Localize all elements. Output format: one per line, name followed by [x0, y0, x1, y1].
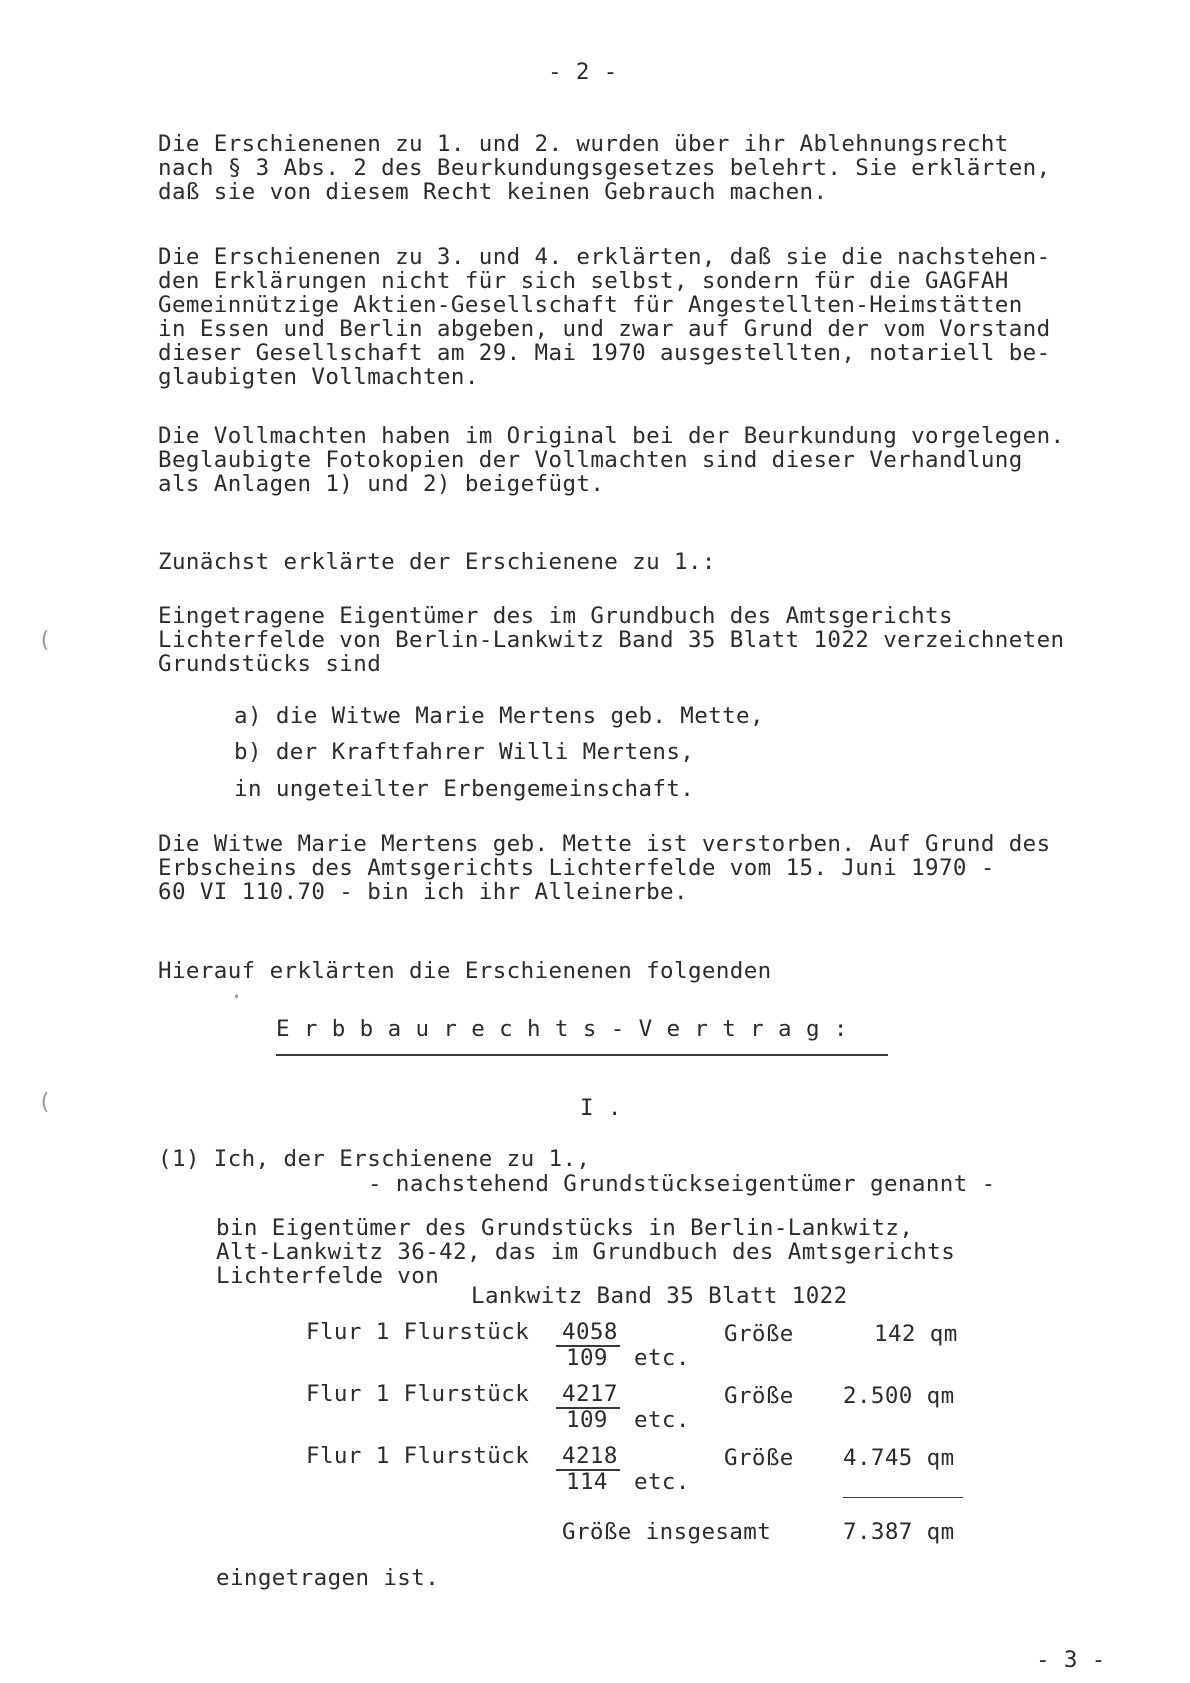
- parcel-denominator: 114: [566, 1469, 608, 1495]
- owner-b: b) der Kraftfahrer Willi Mertens,: [234, 739, 695, 765]
- text-line: Erbscheins des Amtsgerichts Lichterfelde vom 15. Juni 1970 -: [158, 855, 995, 881]
- text-line: den Erklärungen nicht für sich selbst, sondern für die GAGFAH: [158, 268, 1009, 294]
- owner-a: a) die Witwe Marie Mertens geb. Mette,: [234, 703, 764, 729]
- closing-text: eingetragen ist.: [216, 1565, 440, 1591]
- scan-mark: ·: [230, 985, 244, 1010]
- section-number: I .: [580, 1095, 622, 1121]
- scan-mark: (: [38, 1090, 52, 1115]
- contract-title: E r b b a u r e c h t s - V e r t r a g :: [276, 1016, 848, 1042]
- text-line: Beglaubigte Fotokopien der Vollmachten sind dieser Verhandlung: [158, 447, 1023, 473]
- clause-1-line-1: (1) Ich, der Erschienene zu 1.,: [158, 1146, 591, 1172]
- text-line: glaubigten Vollmachten.: [158, 364, 479, 390]
- parcel-size-label: Größe: [724, 1383, 794, 1409]
- text-line: Die Erschienenen zu 1. und 2. wurden über ihr Ablehnungsrecht: [158, 131, 1009, 157]
- owner-c: in ungeteilter Erbengemeinschaft.: [234, 776, 695, 802]
- parcel-suffix: etc.: [634, 1469, 690, 1495]
- parcel-size: 2.500 qm: [843, 1383, 955, 1409]
- parcel-numerator: 4218: [562, 1443, 618, 1469]
- parcel-numerator: 4058: [562, 1319, 618, 1345]
- text-line: bin Eigentümer des Grundstücks in Berlin-Lankwitz,: [216, 1215, 914, 1241]
- total-value: 7.387 qm: [843, 1519, 955, 1545]
- text-line: Eingetragene Eigentümer des im Grundbuch des Amtsgerichts: [158, 603, 953, 629]
- paragraph-first-declaration: Zunächst erklärte der Erschienene zu 1.:: [158, 549, 716, 575]
- title-underline: [276, 1054, 888, 1056]
- parcel-numerator: 4217: [562, 1381, 618, 1407]
- parcel-size: 4.745 qm: [843, 1445, 955, 1471]
- text-line: Die Witwe Marie Mertens geb. Mette ist verstorben. Auf Grund des: [158, 831, 1051, 857]
- total-label: Größe insgesamt: [562, 1519, 772, 1545]
- text-line: Die Erschienenen zu 3. und 4. erklärten, daß sie die nachstehen-: [158, 244, 1051, 270]
- clause-1-body: [216, 1216, 955, 1288]
- parcel-label: Flur 1 Flurstück: [306, 1443, 530, 1469]
- paragraph-instruction: [158, 132, 1051, 204]
- scan-mark: (: [38, 628, 52, 653]
- parcel-size: 142 qm: [874, 1321, 958, 1347]
- text-line: Grundstücks sind: [158, 651, 382, 677]
- paragraph-representation: [158, 245, 1051, 389]
- page-number: - 2 -: [548, 59, 618, 85]
- parcel-size-label: Größe: [724, 1321, 794, 1347]
- clause-1-line-2: - nachstehend Grundstückseigentümer genannt -: [368, 1171, 996, 1197]
- parcel-suffix: etc.: [634, 1345, 690, 1371]
- text-line: in Essen und Berlin abgeben, und zwar auf Grund der vom Vorstand: [158, 316, 1051, 342]
- text-line: Gemeinnützige Aktien-Gesellschaft für Angestellten-Heimstätten: [158, 292, 1023, 318]
- paragraph-powers-of-attorney: [158, 424, 1065, 496]
- paragraph-inheritance: [158, 832, 1051, 904]
- register-reference: Lankwitz Band 35 Blatt 1022: [471, 1283, 848, 1309]
- parcel-denominator: 109: [566, 1407, 608, 1433]
- text-line: Lichterfelde von Berlin-Lankwitz Band 35 Blatt 1022 verzeichneten: [158, 627, 1065, 653]
- paragraph-registered-owners: [158, 604, 1065, 676]
- parcel-denominator: 109: [566, 1345, 608, 1371]
- parcel-label: Flur 1 Flurstück: [306, 1381, 530, 1407]
- text-line: als Anlagen 1) und 2) beigefügt.: [158, 471, 605, 497]
- text-line: Alt-Lankwitz 36-42, das im Grundbuch des Amtsgerichts: [216, 1239, 956, 1265]
- text-line: nach § 3 Abs. 2 des Beurkundungsgesetzes belehrt. Sie erklärten,: [158, 155, 1051, 181]
- text-line: 60 VI 110.70 - bin ich ihr Alleinerbe.: [158, 879, 688, 905]
- parcel-label: Flur 1 Flurstück: [306, 1319, 530, 1345]
- text-line: Lichterfelde von: [216, 1263, 440, 1289]
- sum-rule: [843, 1497, 963, 1498]
- text-line: daß sie von diesem Recht keinen Gebrauch machen.: [158, 179, 828, 205]
- text-line: Die Vollmachten haben im Original bei der Beurkundung vorgelegen.: [158, 423, 1065, 449]
- text-line: dieser Gesellschaft am 29. Mai 1970 ausgestellten, notariell be-: [158, 340, 1051, 366]
- parcel-size-label: Größe: [724, 1445, 794, 1471]
- parcel-suffix: etc.: [634, 1407, 690, 1433]
- next-page-marker: - 3 -: [1036, 1647, 1106, 1673]
- paragraph-declaration-intro: Hierauf erklärten die Erschienenen folgenden: [158, 958, 772, 984]
